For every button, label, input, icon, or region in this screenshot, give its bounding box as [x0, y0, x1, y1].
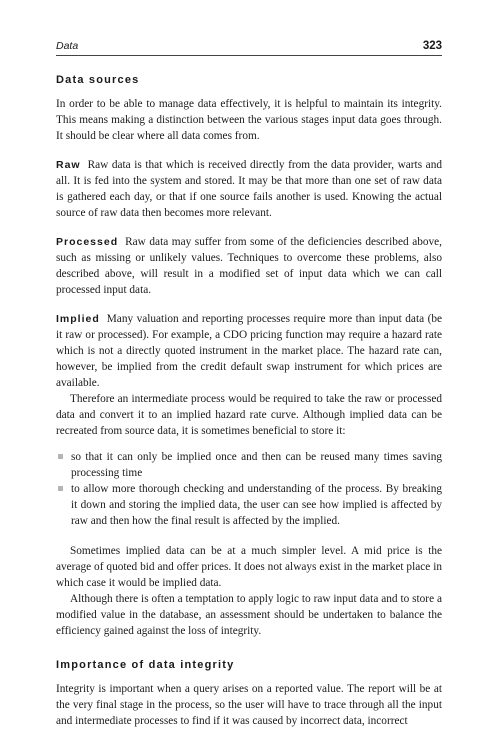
list-item-text: to allow more thorough checking and understanding of the process. By breaking it down and storing the implied data, the user can see how implied is affected by raw and then how the final result is affected by the implied.: [71, 483, 442, 527]
paragraph-processed: [56, 234, 442, 298]
paragraph-intro: In order to be able to manage data effectively, it is helpful to maintain its integrity. This means making a distinction between the various stages input data goes through. It should be clear where all data comes from.: [56, 98, 442, 142]
paragraph-implied: [56, 311, 442, 391]
paragraph-implied-text: Many valuation and reporting processes require more than input data (be it raw or processed). For example, a CDO pricing function may require a hazard rate which is not a directly quoted instrument in the market place. The hazard rate can, however, be implied from the credit default swap instrument for which prices are available.: [56, 313, 442, 389]
section-heading-data-sources: Data sources: [56, 74, 140, 86]
chapter-title: Data: [56, 40, 79, 52]
paragraph-raw-text: Raw data is that which is received directly from the data provider, warts and all. It is fed into the system and stored. It may be that more than one set of raw data is gathered each day, or that if one source fails another is used. Knowing the actual source of raw data then becomes more relevant.: [56, 159, 442, 219]
section-heading-data-integrity: Importance of data integrity: [56, 659, 235, 671]
runin-heading-raw: Raw: [56, 159, 81, 171]
runin-heading-implied: Implied: [56, 313, 100, 325]
paragraph-temptation: Although there is often a temptation to apply logic to raw input data and to store a modified value in the database, an assessment should be undertaken to balance the efficiency gained against the loss of integrity.: [56, 593, 442, 637]
running-head: [56, 40, 442, 56]
list-item-text: so that it can only be implied once and then can be reused many times saving processing time: [71, 451, 442, 479]
paragraph-integrity: Integrity is important when a query arises on a reported value. The report will be at the very final stage in the process, so the user will have to trace through all the input and intermediate processes to find if it was caused by incorrect data, incorrect: [56, 683, 442, 727]
list-item: [56, 449, 442, 481]
paragraph-raw: [56, 157, 442, 221]
book-page: [56, 40, 442, 729]
paragraph-processed-text: Raw data may suffer from some of the deficiencies described above, such as missing or unlikely values. Techniques to overcome these problems, also described above, will result in a modified set of input data which we can call processed input data.: [56, 236, 442, 296]
runin-heading-processed: Processed: [56, 236, 119, 248]
square-bullet-icon: [58, 454, 63, 459]
paragraph-intermediate-process: Therefore an intermediate process would be required to take the raw or processed data and convert it to an implied hazard rate curve. Although implied data can be recreated from source data, it is sometimes beneficial to store it:: [56, 393, 442, 437]
paragraph-mid-price: Sometimes implied data can be at a much simpler level. A mid price is the average of quoted bid and offer prices. It does not always exist in the market place in which case it would be implied data.: [56, 545, 442, 589]
bullet-list: [56, 449, 442, 529]
list-item: [56, 481, 442, 529]
page-number: 323: [422, 40, 442, 52]
square-bullet-icon: [58, 486, 63, 491]
